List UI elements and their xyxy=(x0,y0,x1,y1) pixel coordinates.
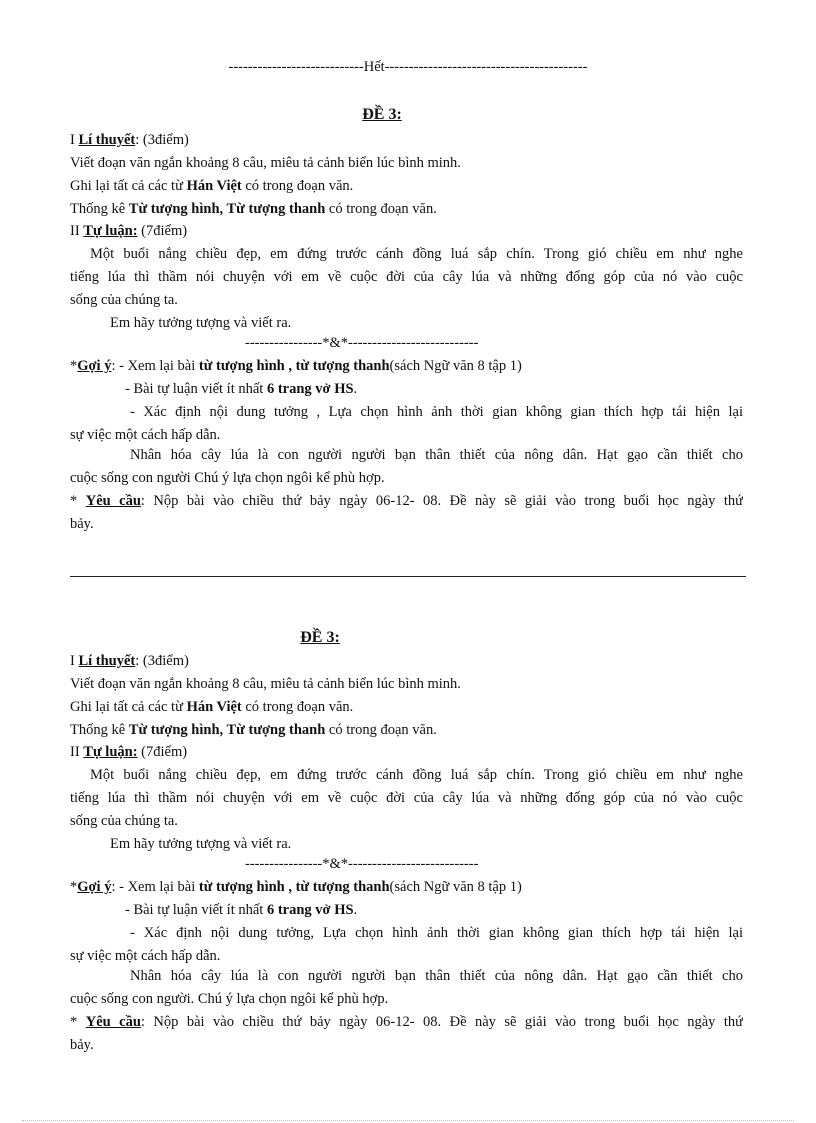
stats-terms: Từ tượng hình, Từ tượng thanh xyxy=(128,722,326,738)
essay-heading xyxy=(70,222,187,240)
essay-line-1: Một buổi nắng chiều đẹp, em đứng trước cánh đồng luá sắp chín. Trong gió chiều em như nghe xyxy=(90,246,743,262)
hint-star: * xyxy=(70,358,78,374)
theory-item-1: Viết đoạn văn ngắn khoảng 8 câu, miêu tả cảnh biển lúc bình minh. xyxy=(70,676,461,692)
hint-line-6: cuộc sống con người Chú ý lựa chọn ngôi kể phù hợp. xyxy=(70,470,385,486)
theory-prefix: I xyxy=(70,132,79,148)
hint-line-4: sự việc một cách hấp dẫn. xyxy=(70,427,221,443)
theory-item-3 xyxy=(70,200,437,218)
hint-star: * xyxy=(70,879,78,895)
requirement-line-2: bảy. xyxy=(70,516,94,532)
hint-second-bold: 6 trang vở HS xyxy=(266,902,354,918)
requirement-line-1 xyxy=(70,492,743,510)
theory-item-3-tail: có trong đoạn văn. xyxy=(325,201,437,217)
hint-line-3: - Xác định nội dung tưởng, Lựa chọn hình ảnh thời gian không gian thích hợp tái hiện lại xyxy=(130,925,743,941)
section-title: ĐỀ 3: xyxy=(362,106,402,123)
hint-label: Gợi ý xyxy=(77,879,112,895)
hint-first-bold: từ tượng hình , từ tượng thanh xyxy=(198,358,390,374)
page-edge-dots xyxy=(22,1120,794,1121)
theory-label: Lí thuyết xyxy=(78,132,136,148)
req-text: : Nộp bài vào chiều thứ bảy ngày 06-12- 08. Đề này sẽ giải vào trong buổi học ngày thứ xyxy=(140,493,743,509)
essay-line-3: sống của chúng ta. xyxy=(70,813,178,829)
req-text: : Nộp bài vào chiều thứ bảy ngày 06-12- 08. Đề này sẽ giải vào trong buổi học ngày thứ xyxy=(140,1014,743,1030)
essay-line-3: sống của chúng ta. xyxy=(70,292,178,308)
theory-item-2 xyxy=(70,698,353,716)
hint-line-6: cuộc sống con người. Chú ý lựa chọn ngôi kể phù hợp. xyxy=(70,991,389,1007)
essay-line-2: tiếng lúa thì thầm nói chuyện với em về cuộc đời của cây lúa và những đống góp của nó vào cuộc xyxy=(70,790,743,806)
hint-line-1 xyxy=(70,357,522,375)
requirement-line-2: bảy. xyxy=(70,1037,94,1053)
hint-first: : - Xem lại bài xyxy=(111,879,199,895)
essay-label: Tự luận: xyxy=(83,744,138,760)
separator: ----------------*&*--------------------------- xyxy=(245,856,479,872)
hint-second: - Bài tự luận viết ít nhất xyxy=(125,381,267,397)
req-label: Yêu cầu xyxy=(85,1014,141,1030)
hint-first-tail: (sách Ngữ văn 8 tập 1) xyxy=(389,358,522,374)
theory-score: : (3điểm) xyxy=(135,132,189,148)
theory-item-3-tail: có trong đoạn văn. xyxy=(325,722,437,738)
theory-item-2-tail: có trong đoạn văn. xyxy=(241,178,354,194)
theory-label: Lí thuyết xyxy=(78,653,136,669)
separator: ----------------*&*--------------------------- xyxy=(245,335,479,351)
hint-line-2 xyxy=(125,380,357,398)
hint-line-2 xyxy=(125,901,357,919)
essay-prefix: II xyxy=(70,744,84,760)
theory-item-2-text: Ghi lại tất cả các từ xyxy=(70,178,187,194)
theory-score: : (3điểm) xyxy=(135,653,189,669)
essay-task: Em hãy tưởng tượng và viết ra. xyxy=(110,315,292,331)
theory-item-3-text: Thống kê xyxy=(70,722,129,738)
theory-item-1: Viết đoạn văn ngắn khoảng 8 câu, miêu tả cảnh biển lúc bình minh. xyxy=(70,155,461,171)
hint-first: : - Xem lại bài xyxy=(111,358,199,374)
essay-line-1: Một buổi nắng chiều đẹp, em đứng trước cánh đồng luá sắp chín. Trong gió chiều em như nghe xyxy=(90,767,743,783)
hint-first-bold: từ tượng hình , từ tượng thanh xyxy=(198,879,390,895)
theory-heading xyxy=(70,652,189,670)
hint-line-4: sự việc một cách hấp dẫn. xyxy=(70,948,221,964)
theory-item-3-text: Thống kê xyxy=(70,201,129,217)
section-title: ĐỀ 3: xyxy=(300,629,340,646)
hint-first-tail: (sách Ngữ văn 8 tập 1) xyxy=(389,879,522,895)
hint-label: Gợi ý xyxy=(77,358,112,374)
han-viet-term: Hán Việt xyxy=(186,699,242,715)
essay-line-2: tiếng lúa thì thầm nói chuyện với em về cuộc đời của cây lúa và những đống góp của nó vào cuộc xyxy=(70,269,743,285)
hint-line-5: Nhân hóa cây lúa là con người người bạn thân thiết của nông dân. Hạt gạo cần thiết cho xyxy=(130,447,743,463)
theory-item-2 xyxy=(70,177,353,195)
theory-heading xyxy=(70,131,189,149)
essay-prefix: II xyxy=(70,223,84,239)
hint-line-5: Nhân hóa cây lúa là con người người bạn thân thiết của nông dân. Hạt gạo cần thiết cho xyxy=(130,968,743,984)
theory-item-3 xyxy=(70,721,437,739)
hint-second-bold: 6 trang vở HS xyxy=(266,381,354,397)
essay-score: (7điểm) xyxy=(137,223,188,239)
essay-score: (7điểm) xyxy=(137,744,188,760)
essay-task: Em hãy tưởng tượng và viết ra. xyxy=(110,836,292,852)
req-star: * xyxy=(70,1014,86,1030)
theory-item-2-text: Ghi lại tất cả các từ xyxy=(70,699,187,715)
essay-label: Tự luận: xyxy=(83,223,138,239)
hint-line-3: - Xác định nội dung tưởng , Lựa chọn hình ảnh thời gian không gian thích hợp tái hiện lại xyxy=(130,404,743,420)
req-star: * xyxy=(70,493,86,509)
hint-second-tail: . xyxy=(353,381,358,397)
theory-prefix: I xyxy=(70,653,79,669)
han-viet-term: Hán Việt xyxy=(186,178,242,194)
section-divider xyxy=(70,576,746,577)
hint-line-1 xyxy=(70,878,522,896)
end-marker: ----------------------------Hết------------------------------------------ xyxy=(228,59,588,75)
req-label: Yêu cầu xyxy=(85,493,141,509)
requirement-line-1 xyxy=(70,1013,743,1031)
hint-second: - Bài tự luận viết ít nhất xyxy=(125,902,267,918)
stats-terms: Từ tượng hình, Từ tượng thanh xyxy=(128,201,326,217)
theory-item-2-tail: có trong đoạn văn. xyxy=(241,699,354,715)
essay-heading xyxy=(70,743,187,761)
hint-second-tail: . xyxy=(353,902,358,918)
